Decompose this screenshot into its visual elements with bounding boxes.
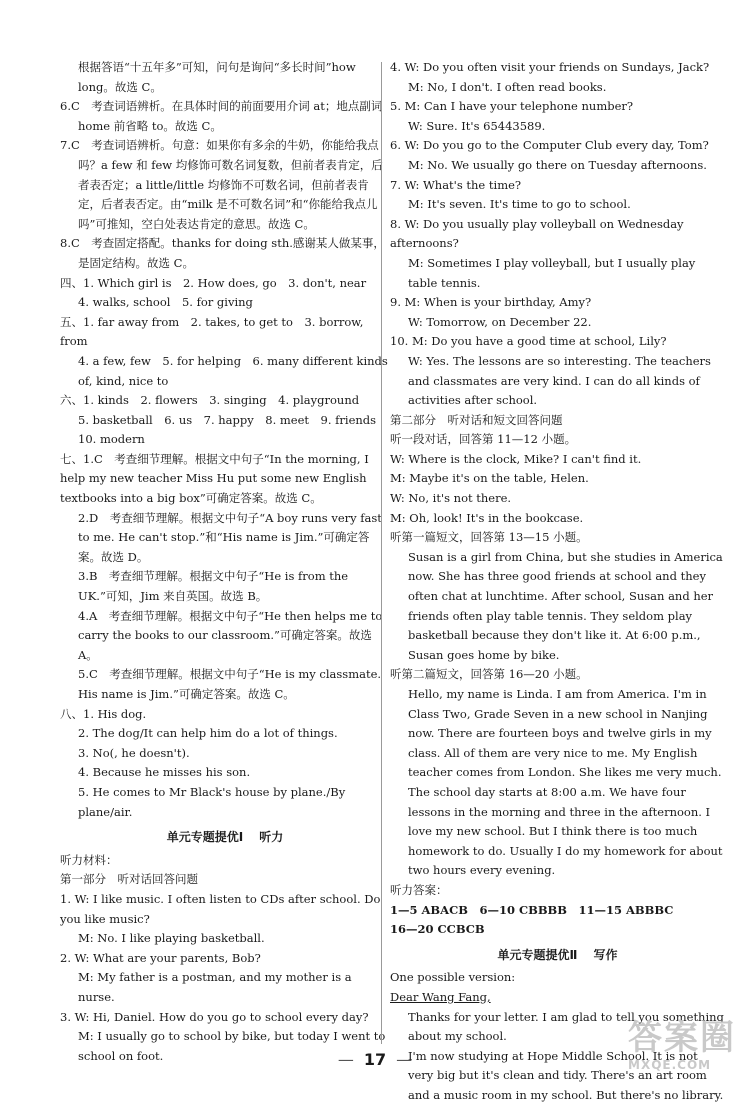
- text-line: M: No. I like playing basketball.: [78, 931, 265, 946]
- text-line: W: Yes. The lessons are so interesting. The teachers and classmates are very kind. I can do all kinds of activities after school.: [408, 353, 711, 408]
- text-line: W: Tomorrow, on December 22.: [408, 314, 592, 329]
- page-number: — 17 —: [337, 1050, 413, 1069]
- text-line: 1—5 ABACB 6—10 CBBBB 11—15 ABBBC: [390, 902, 674, 917]
- text-line: M: It's seven. It's time to go to school.: [408, 197, 631, 212]
- text-line: 3.B 考查细节理解。根据文中句子“He is from the UK.”可知，Jim 来自英国。故选 B。: [78, 569, 349, 604]
- listening-material: [60, 851, 390, 1067]
- text-line: 5. basketball 6. us 7. happy 8. meet 9. friends: [78, 412, 377, 427]
- left-column-body: [60, 58, 390, 822]
- text-line: 7. W: What's the time?: [390, 177, 522, 192]
- text-line: 六、1. kinds 2. flowers 3. singing 4. playground: [60, 393, 360, 408]
- text-line: One possible version:: [390, 970, 516, 985]
- text-line: 听一段对话，回答第 11—12 小题。: [390, 432, 577, 447]
- section-title-text: 单元专题提优Ⅰ: [166, 830, 244, 845]
- section-title-text: 单元专题提优Ⅱ: [497, 947, 578, 962]
- column-divider: [381, 62, 382, 1044]
- left-column: [60, 58, 390, 1066]
- text-line: Susan is a girl from China, but she studies in America now. She has three good friends at school and they often chat at lunchtime. After school, Susan and her friends often play table tennis. They seldom play basketball because they don't like it. At 6:00 p.m., Susan goes home by bike.: [408, 549, 723, 662]
- text-line: 6. W: Do you go to the Computer Club every day, Tom?: [390, 138, 709, 153]
- text-line: I'm now studying at Hope Middle School. It is not very big but it's clean and tidy. There's an art room and a music room in my school. But there's no library.: [408, 1048, 724, 1102]
- text-line: W: Where is the clock, Mike? I can't find it.: [390, 451, 642, 466]
- text-line: M: No, I don't. I often read books.: [408, 79, 607, 94]
- text-line: 五、1. far away from 2. takes, to get to 3. borrow, from: [60, 314, 364, 349]
- text-line: 1. W: I like music. I often listen to CDs after school. Do you like music?: [60, 891, 381, 926]
- text-line: 5. M: Can I have your telephone number?: [390, 99, 634, 114]
- section-title-listening: [60, 828, 390, 848]
- text-line: 4. walks, school 5. for giving: [78, 295, 253, 310]
- text-line: 16—20 CCBCB: [390, 922, 485, 937]
- text-line: 4. W: Do you often visit your friends on Sundays, Jack?: [390, 60, 710, 74]
- text-line: 七、1.C 考查细节理解。根据文中句子“In the morning, I help my new teacher Miss Hu put some new English textbooks into a big box”可确定答案。故选 C。: [60, 451, 369, 506]
- text-line: 听力答案：: [390, 882, 448, 897]
- text-line: 5. He comes to Mr Black's house by plane./By plane/air.: [78, 784, 346, 819]
- section-title-writing: [390, 946, 725, 966]
- text-line: M: I usually go to school by bike, but today I went to school on foot.: [78, 1029, 386, 1063]
- text-line: 听第一篇短文，回答第 13—15 小题。: [390, 530, 588, 545]
- text-line: 2. W: What are your parents, Bob?: [60, 950, 261, 965]
- text-line: W: Sure. It's 65443589.: [408, 118, 546, 133]
- text-line: 根据答语“十五年多”可知，问句是询问“多长时间”how long。故选 C。: [78, 60, 356, 94]
- text-line: M: Maybe it's on the table, Helen.: [390, 471, 589, 486]
- text-line: 听力材料：: [60, 852, 118, 867]
- text-line: 2. The dog/It can help him do a lot of things.: [78, 726, 338, 741]
- text-line: M: Oh, look! It's in the bookcase.: [390, 510, 584, 525]
- text-line: 4. Because he misses his son.: [78, 765, 251, 780]
- text-line: Thanks for your letter. I am glad to tell you something about my school.: [408, 1009, 724, 1044]
- right-column-body: [390, 58, 725, 940]
- text-line: 8.C 考查固定搭配。thanks for doing sth.感谢某人做某事，是固定结构。故选 C。: [60, 236, 385, 270]
- page-number-text: 17: [363, 1050, 387, 1069]
- text-line: 7.C 考查词语辨析。句意：如果你有多余的牛奶，你能给我点吗？a few 和 few 均修饰可数名词复数，但前者表肯定，后者表否定；a little/little 均修饰不可数名词，但前者表肯定，后者表否定。由“milk 是不可数名词”和“你能给我点儿吗”可推知，空白处表达肯定的意思。故选 C。: [60, 138, 383, 231]
- text-line: 4. a few, few 5. for helping 6. many different kinds of, kind, nice to: [78, 353, 388, 388]
- text-line: 第一部分 听对话回答问题: [60, 872, 198, 887]
- text-line: 6.C 考查词语辨析。在具体时间的前面要用介词 at；地点副词 home 前省略 to。故选 C。: [60, 99, 383, 133]
- section-subject-text: 写作: [593, 947, 618, 962]
- text-line: 5.C 考查细节理解。根据文中句子“He is my classmate. His name is Jim.”可确定答案。故选 C。: [78, 667, 382, 701]
- text-line: 8. W: Do you usually play volleyball on Wednesday afternoons?: [390, 216, 684, 251]
- right-column: [390, 58, 725, 1105]
- watermark-cn: 答案圈: [628, 1018, 736, 1058]
- text-line: W: No, it's not there.: [390, 491, 512, 506]
- text-line: 3. No(, he doesn't).: [78, 745, 190, 760]
- text-line: 3. W: Hi, Daniel. How do you go to school every day?: [60, 1009, 369, 1024]
- watermark-logo: [628, 1018, 738, 1084]
- text-line: 四、1. Which girl is 2. How does, go 3. don't, near: [60, 275, 367, 290]
- text-line: M: My father is a postman, and my mother is a nurse.: [78, 970, 352, 1004]
- text-line: 4.A 考查细节理解。根据文中句子“He then helps me to carry the books to our classroom.”可确定答案。故选 A。: [78, 608, 383, 662]
- text-line: 八、1. His dog.: [60, 706, 147, 721]
- text-line: 第二部分 听对话和短文回答问题: [390, 412, 563, 427]
- section-subject-text: 听力: [259, 830, 284, 845]
- text-line: 9. M: When is your birthday, Amy?: [390, 295, 592, 310]
- text-line: M: No. We usually go there on Tuesday afternoons.: [408, 157, 707, 172]
- text-line: Dear Wang Fang,: [390, 989, 491, 1004]
- text-line: 2.D 考查细节理解。根据文中句子“A boy runs very fast to me. He can't stop.”和“His name is Jim.”可确定答案。故选 D。: [78, 510, 382, 564]
- text-line: 10. modern: [78, 432, 145, 447]
- text-line: 听第二篇短文，回答第 16—20 小题。: [390, 667, 588, 682]
- watermark-url: MXQE.COM: [628, 1058, 712, 1072]
- text-line: Hello, my name is Linda. I am from America. I'm in Class Two, Grade Seven in a new school in Nanjing now. There are fourteen boys and twelve girls in my class. All of them are very nice to me. My English teacher comes from London. She likes me very much. The school day starts at 8:00 a.m. We have four lessons in the morning and three in the afternoon. I love my new school. But I think there is too much homework to do. Usually I do my homework for about two hours every evening.: [408, 687, 723, 878]
- text-line: M: Sometimes I play volleyball, but I usually play table tennis.: [408, 255, 696, 290]
- text-line: 10. M: Do you have a good time at school, Lily?: [390, 334, 667, 349]
